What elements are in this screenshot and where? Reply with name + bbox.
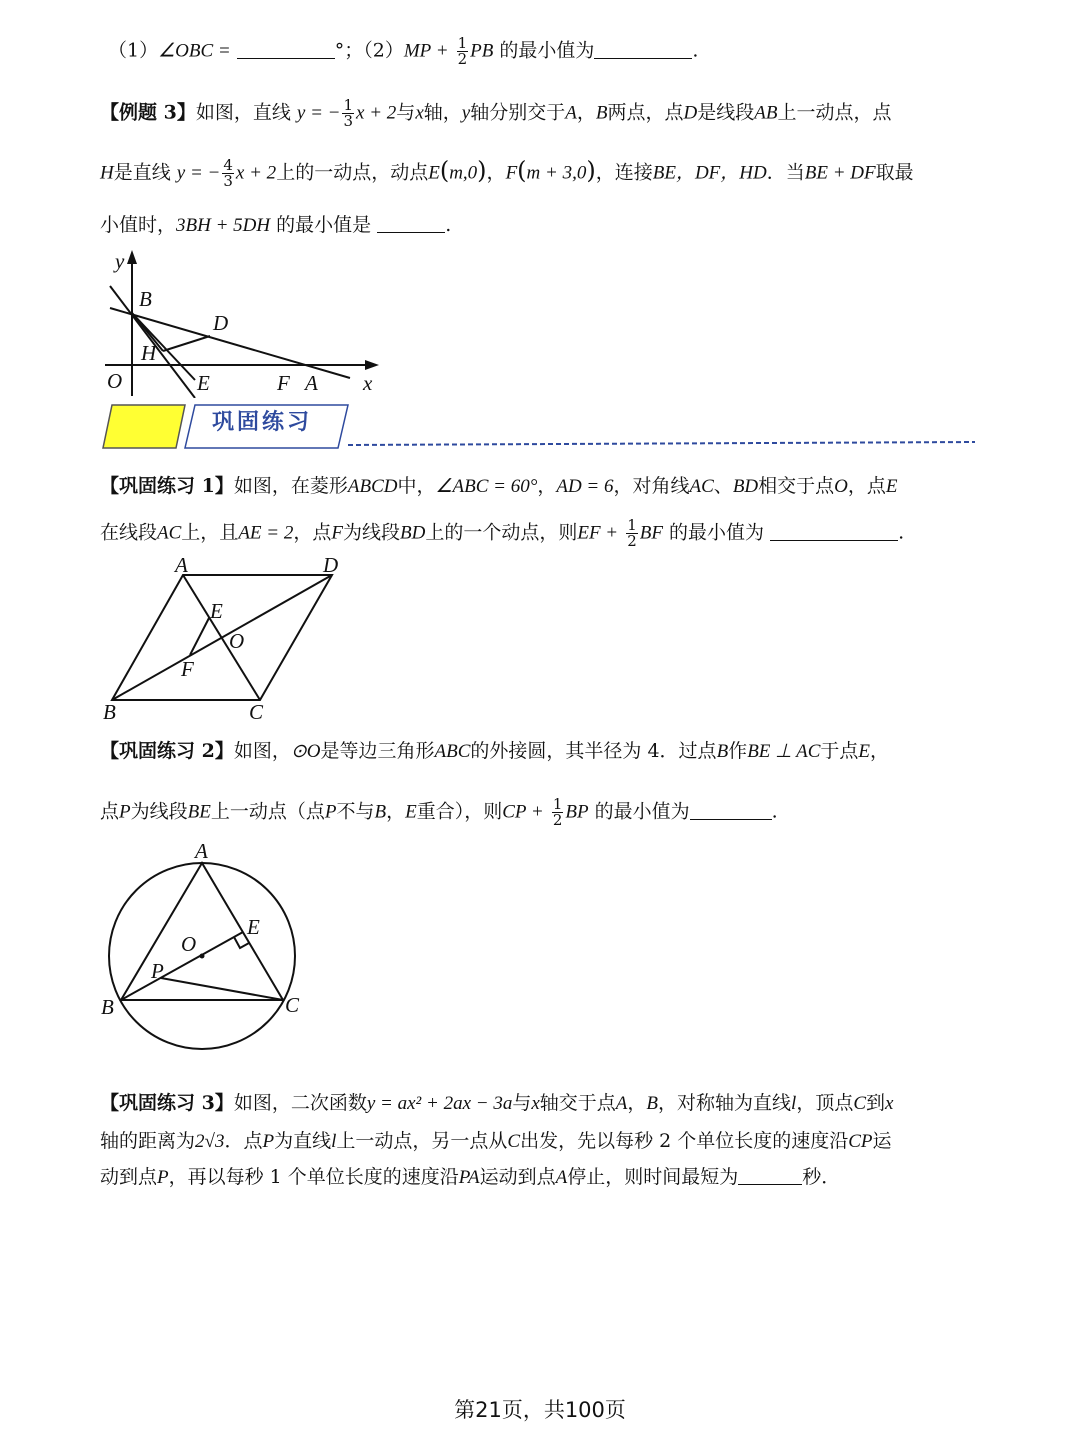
label-a: A — [175, 553, 188, 577]
answer-blank-obc[interactable] — [237, 58, 335, 59]
practice1-tag: 【巩固练习 1】 — [100, 475, 234, 497]
example3-line3: 小值时，3BH + 5DH 的最小值是 . — [100, 214, 452, 236]
fraction-third: $\frac{1}{3}$ — [343, 96, 354, 130]
example3-line2: H是直线 y = − $\frac{4}{3}$ x + 2上的一动点，动点E(m,0)，F(m + 3,0)，连接BE，DF，HD．当BE + DF取最 — [100, 156, 914, 190]
ex2-answer-line: （1）∠OBC = °；（2）MP + $\frac{1}{2}$ PB 的最小值为 . — [108, 34, 699, 68]
label-o: O — [229, 629, 245, 653]
practice2-tag: 【巩固练习 2】 — [100, 740, 234, 762]
label-b: B — [103, 700, 116, 724]
label-e: E — [197, 371, 210, 395]
practice1-line1: 【巩固练习 1】如图，在菱形ABCD中，∠ABC = 60°，AD = 6，对角线AC、BD相交于点O，点E — [100, 475, 898, 497]
practice3-line2: 轴的距离为2√3．点P为直线l上一动点，另一点从C出发，先以每秒 2 个单位长度的速度沿CP运 — [100, 1130, 892, 1152]
label-b: B — [101, 995, 114, 1019]
label-c: C — [285, 993, 300, 1017]
label-e: E — [247, 915, 260, 939]
example3-line1: 【例题 3】如图，直线 y = − $\frac{1}{3}$ x + 2与x轴，y轴分别交于A，B两点，点D是线段AB上一动点，点 — [100, 96, 892, 130]
practice3-line1: 【巩固练习 3】如图，二次函数y = ax² + 2ax − 3a与x轴交于点A，B，对称轴为直线l，顶点C到x — [100, 1092, 894, 1114]
practice2-line2: 点P为线段BE上一动点（点P不与B，E重合），则CP + $\frac{1}{2}$ BP 的最小值为 . — [100, 795, 778, 829]
banner-yellow-block — [103, 405, 185, 448]
label-f: F — [181, 657, 194, 681]
figure-circle-triangle — [95, 838, 315, 1053]
label-a: A — [195, 839, 208, 863]
center-point — [200, 954, 205, 959]
answer-blank-practice2[interactable] — [690, 819, 772, 820]
label-c: C — [249, 700, 264, 724]
banner-title: 巩固练习 — [212, 410, 313, 435]
fraction-half: $\frac{1}{2}$ — [552, 795, 563, 829]
label-y: y — [115, 249, 125, 273]
banner-dashed-line — [348, 442, 975, 445]
answer-blank-mp[interactable] — [594, 58, 692, 59]
diagonal-ac — [183, 575, 260, 700]
label-p: P — [151, 959, 164, 983]
practice2-line1: 【巩固练习 2】如图，⊙O是等边三角形ABC的外接圆，其半径为 4．过点B作BE ⊥ AC于点E， — [100, 740, 890, 762]
answer-blank-example3[interactable] — [377, 232, 445, 233]
label-d: D — [213, 311, 229, 335]
page-footer: 第21页，共100页 — [454, 1398, 626, 1422]
example3-tag: 【例题 3】 — [100, 101, 196, 124]
fraction-four-thirds: $\frac{4}{3}$ — [223, 156, 233, 190]
label-e: E — [210, 599, 223, 623]
label-a: A — [305, 371, 318, 395]
label-o: O — [181, 932, 197, 956]
answer-blank-practice3[interactable] — [738, 1184, 802, 1185]
label-b: B — [139, 287, 152, 311]
segment-pc — [161, 978, 283, 1000]
practice1-line2: 在线段AC上，且AE = 2，点F为线段BD上的一个动点，则EF + $\frac{1}{2}$ BF 的最小值为 . — [100, 516, 905, 550]
fraction-half: $\frac{1}{2}$ — [457, 34, 468, 68]
label-d: D — [323, 553, 339, 577]
practice3-line3: 动到点P，再以每秒 1 个单位长度的速度沿PA运动到点A停止，则时间最短为 秒． — [100, 1166, 841, 1188]
y-arrow — [127, 250, 137, 264]
figure-coordinate-plot — [95, 248, 395, 398]
segment-hd — [163, 336, 210, 351]
practice3-tag: 【巩固练习 3】 — [100, 1092, 234, 1114]
figure-rhombus — [95, 552, 365, 727]
x-arrow — [365, 360, 379, 370]
label-x: x — [363, 371, 373, 395]
label-h: H — [141, 341, 157, 365]
answer-blank-practice1[interactable] — [770, 540, 898, 541]
fraction-half: $\frac{1}{2}$ — [627, 516, 637, 550]
label-f: F — [277, 371, 290, 395]
label-o: O — [107, 369, 123, 393]
